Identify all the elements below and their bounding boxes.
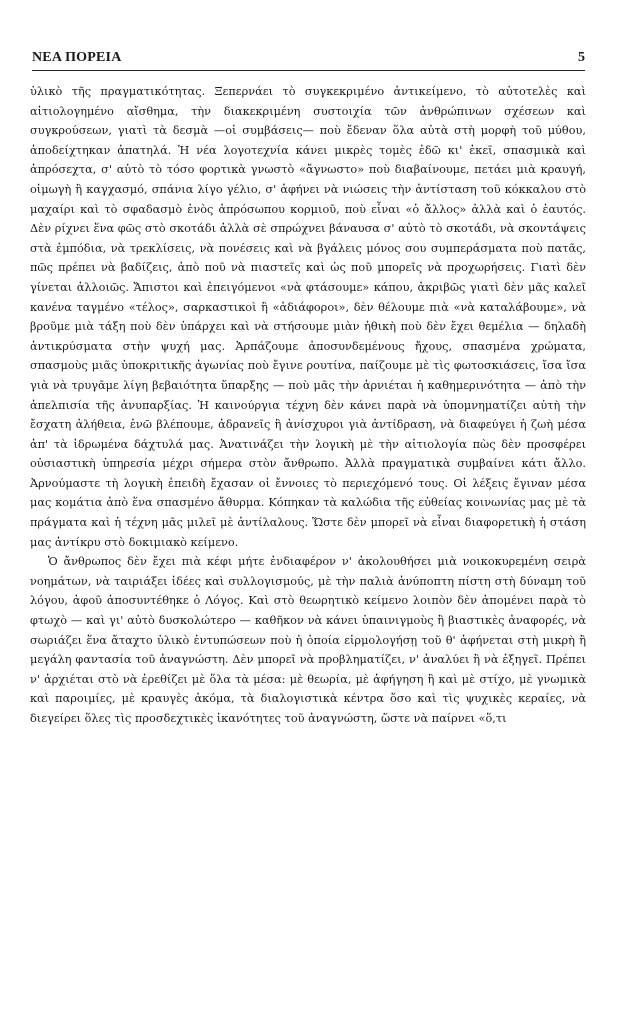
paragraph: ὑλικὸ τῆς πραγματικότητας. Ξεπερνάει τὸ συγκεκριμένο ἀντικείμενο, τὸ αὐτοτελὲς καὶ αἰτιολογημένο αἴσθημα, τὴν διακεκριμένη συστοιχία τῶν ἀνθρώπινων σχέσεων καὶ συγκρούσεων, γιατὶ τὰ δεσμὰ —οἱ συμβάσεις— ποὺ ἔδεναν ὅλα αὐτὰ στὴ μορφὴ τοῦ μύθου, ἀποδείχτηκαν ἀπατηλά. Ἡ νέα λογοτεχνία κάνει μικρὲς τομὲς ἐδῶ κι' ἐκεῖ, σπασμικὰ καὶ ἀπρόσεχτα, σ' αὐτὸ τὸ τόσο φορτικὰ γνωστὸ «ἄγνωστο» ποὺ διαβαίνουμε, πετάει μιὰ κραυγή, οἰμωγὴ ἢ καγχασμό, σπάνια λίγο γέλιο, σ' ἀφήνει νὰ νιώσεις τὴν ἀντίσταση τοῦ κόκκαλου στὸ μαχαίρι καὶ τὸ σφαδασμὸ ἑνὸς ἀπρόσωπου κορμιοῦ, ποὺ εἶναι «ὁ ἄλλος» ἀλλὰ καὶ ὁ ἑαυτός. Δὲν ρίχνει ἕνα φῶς στὸ σκοτάδι ἀλλὰ σὲ σπρώχνει βάναυσα σ' αὐτὸ τὸ σκοτάδι, νὰ σκοντάψεις στὰ ἐμπόδια, νὰ τρεκλίσεις, νὰ πονέσεις καὶ νὰ βγάλεις μόνος σου συμπεράσματα ποὺ πατᾶς, πῶς πρέπει νὰ βαδίζεις, ἀπὸ ποῦ νὰ πιαστεῖς καὶ ὡς ποῦ μπορεῖς νὰ προχωρήσεις. Γιατὶ δὲν γίνεται ἀλλοιῶς. Ἄπιστοι καὶ ἐπειγόμενοι «νὰ φτάσουμε» κάπου, ἀκριβῶς γιατὶ δὲν μᾶς καλεῖ κανένα ταγμένο «τέλος», σαρκαστικοὶ ἢ «ἀδιάφοροι», δὲν θέλουμε πιὰ «νὰ καταλάβουμε», νὰ βροῦμε μιὰ τάξη ποὺ δὲν ὑπάρχει καὶ νὰ στήσουμε μιὰν ἠθικὴ ποὺ δὲν ἔχει θεμέλια — δηλαδὴ ἀντικρύσματα στὴν ψυχή μας. Ἁρπάζουμε ἀποσυνδεμένους ἤχους, σπασμένα χρώματα, σπασμοὺς μιᾶς ὑποκριτικῆς ἀγωνίας ποὺ ἔγινε ρουτίνα, παίζουμε μὲ τὶς φωτοσκιάσεις, ἴσα ἴσα γιὰ νὰ τρυγᾶμε λίγη βεβαιότητα ὕπαρξης — ποὺ μᾶς τὴν ἀρνιέται ἡ καθημερινότητα — ἀπὸ τὴν ἀπελπισία τῆς ἀνυπαρξίας. Ἡ καινούργια τέχνη δὲν κάνει παρὰ νὰ ὑπομνηματίζει αὐτὴ τὴν ἔσχατη ἀλήθεια, ἐνῶ βλέπουμε, ἀδρανεῖς ἢ ἀνίσχυροι γιὰ ἀντίδραση, νὰ διαφεύγει ἡ ζωὴ μέσα ἀπ' τὰ ἱδρωμένα δάχτυλά μας. Ἀνατινάζει τὴν λογικὴ μὲ τὴν αἰτιολογία πὼς δὲν προσφέρει οὐσιαστικὴ ὑπηρεσία μέχρι σήμερα στὸν ἄνθρωπο. Ἀλλὰ πραγματικὰ συμβαίνει κάτι ἄλλο. Ἀρνούμαστε τὴ λογικὴ ἐπειδὴ ἔχασαν οἱ ἔννοιες τὸ περιεχόμενό τους. Οἱ λέξεις ἔγιναν μέσα μας κομάτια ἀπὸ ἕνα σπασμένο ἄθυρμα. Κόπηκαν τὰ καλώδια τῆς εὐθείας κοινωνίας μας μὲ τὰ πράγματα καὶ ἡ τέχνη μᾶς μιλεῖ μὲ ἀντίλαλους. Ὥστε δὲν μπορεῖ νὰ εἶναι διαφορετικὴ ἡ στάση μας ἀντίκρυ στὸ δοκιμιακὸ κείμενο. [30,85,586,549]
journal-title: ΝΕΑ ΠΟΡΕΙΑ [32,50,122,65]
body-text [30,82,586,729]
paragraph: Ὁ ἄνθρωπος δὲν ἔχει πιὰ κέφι μήτε ἐνδιαφέρον ν' ἀκολουθήσει μιὰ νοικοκυρεμένη σειρὰ νοημάτων, νὰ ταιριάξει ἰδέες καὶ συλλογισμούς, μὲ τὴν παλιὰ ἀνύποπτη πίστη στὴ δύναμη τοῦ λόγου, ἀφοῦ ἀποσυντέθηκε ὁ Λόγος. Καὶ στὸ θεωρητικὸ κείμενο λοιπὸν δὲν ἀπομένει παρὰ τὸ φτωχὸ — καὶ γι' αὐτὸ δυσκολώτερο — καθῆκον νὰ κάνει ὑπαινιγμοὺς ἢ βιαστικὲς ἀναφορές, νὰ σωριάζει ἕνα ἄταχτο ὑλικὸ ἐντυπώσεων ποὺ ἡ ὁποία εἱρμολογήσῃ τοῦ θ' ἀφήνεται στὴ μικρὴ ἢ μεγάλη φαντασία τοῦ ἀναγνώστη. Δὲν μπορεῖ νὰ προβληματίζει, ν' ἀναλύει ἢ νὰ ἐξηγεῖ. Πρέπει ν' ἀρχιέται στὸ νὰ ἐρεθίζει μὲ ὅλα τὰ μέσα: μὲ θεωρία, μὲ ἀφήγηση ἢ καὶ μὲ στίχο, μὲ γνωμικὰ καὶ παροιμίες, μὲ κραυγὲς ἀκόμα, τὰ διαλογιστικὰ κέντρα ὅσο καὶ τὶς ψυχικὲς κεραίες, νὰ διεγείρει ὅλες τὶς προσδεχτικὲς ἱκανότητες τοῦ ἀναγνώστη, ὥστε νὰ παίρνει «ὅ,τι [30,555,586,725]
page-number: 5 [578,50,585,65]
running-header [32,48,585,71]
